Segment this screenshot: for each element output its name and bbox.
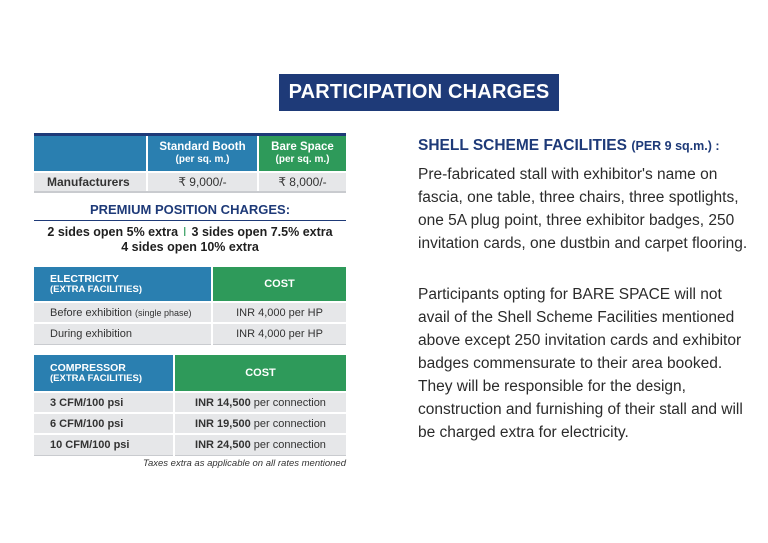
compressor-header-sub: (EXTRA FACILITIES) xyxy=(50,372,143,384)
electricity-table xyxy=(34,267,346,345)
table-row xyxy=(34,392,346,413)
shell-scheme-heading xyxy=(418,137,748,155)
bare-space-header xyxy=(258,135,346,172)
cost-amount: INR 4,000 xyxy=(236,327,286,340)
taxes-footnote: Taxes extra as applicable on all rates mentioned xyxy=(143,458,346,469)
table-row xyxy=(34,413,346,434)
table-row xyxy=(34,172,346,192)
cost-unit: per HP xyxy=(288,327,323,340)
page-title: PARTICIPATION CHARGES xyxy=(279,74,559,111)
compressor-row-label: 3 CFM/100 psi xyxy=(34,392,174,413)
table-row xyxy=(34,323,346,344)
cost-unit: per connection xyxy=(253,396,326,409)
booth-header-empty-cell xyxy=(34,135,147,172)
electricity-row-label xyxy=(34,302,212,323)
compressor-row-cost xyxy=(174,413,346,434)
before-exhibition-label: Before exhibition xyxy=(50,306,132,319)
table-row xyxy=(34,434,346,455)
during-exhibition-label: During exhibition xyxy=(50,327,132,340)
standard-booth-header xyxy=(147,135,258,172)
premium-two-sides: 2 sides open 5% extra xyxy=(47,225,179,239)
compressor-cost-header: COST xyxy=(174,355,346,392)
compressor-table-header xyxy=(34,355,346,392)
electricity-table-header xyxy=(34,267,346,302)
bare-space-label: Bare Space xyxy=(271,141,334,154)
cost-unit: per HP xyxy=(288,306,323,319)
premium-four-sides: 4 sides open 10% extra xyxy=(121,240,259,254)
compressor-row-label: 6 CFM/100 psi xyxy=(34,413,174,434)
premium-separator: I xyxy=(183,225,187,239)
electricity-row-label xyxy=(34,323,212,344)
compressor-table xyxy=(34,355,346,456)
shell-scheme-title: SHELL SCHEME FACILITIES xyxy=(418,137,627,154)
cost-unit: per connection xyxy=(253,417,326,430)
manufacturers-label: Manufacturers xyxy=(34,172,147,192)
cost-amount: INR 19,500 xyxy=(195,417,251,430)
compressor-header-label: COMPRESSOR xyxy=(50,361,126,374)
electricity-header xyxy=(34,267,212,302)
premium-three-sides: 3 sides open 7.5% extra xyxy=(191,225,333,239)
premium-position-title: PREMIUM POSITION CHARGES: xyxy=(34,202,346,221)
compressor-header xyxy=(34,355,174,392)
electricity-row-cost xyxy=(212,302,346,323)
shell-scheme-description: Pre-fabricated stall with exhibitor's name on fascia, one table, three chairs, three spotlights, one 5A plug point, three exhibitor badges, 250 invitation cards, one dustbin and carpet flooring. xyxy=(418,166,748,252)
bare-space-note: Participants opting for BARE SPACE will not avail of the Shell Scheme Facilities mentioned above except 250 invitation cards and exhibitor badges commensurate to their area booked. They will be responsible for the design, construction and furnishing of their stall and will be charged extra for electricity. xyxy=(418,286,743,441)
compressor-row-cost xyxy=(174,434,346,455)
electricity-header-sub: (EXTRA FACILITIES) xyxy=(50,283,143,295)
single-phase-note: (single phase) xyxy=(135,307,192,318)
booth-table-header xyxy=(34,135,346,172)
booth-pricing-table xyxy=(34,133,346,193)
cost-unit: per connection xyxy=(253,438,326,451)
bare-space-price: ₹ 8,000/- xyxy=(258,172,346,192)
electricity-cost-header: COST xyxy=(212,267,346,302)
electricity-row-cost xyxy=(212,323,346,344)
cost-amount: INR 24,500 xyxy=(195,438,251,451)
cost-amount: INR 14,500 xyxy=(195,396,251,409)
cost-amount: INR 4,000 xyxy=(236,306,286,319)
bare-space-unit: (per sq. m.) xyxy=(275,154,330,166)
compressor-row-label: 10 CFM/100 psi xyxy=(34,434,174,455)
compressor-row-cost xyxy=(174,392,346,413)
table-row xyxy=(34,302,346,323)
shell-scheme-unit: (PER 9 sq.m.) : xyxy=(631,139,720,153)
premium-line-1 xyxy=(14,225,366,239)
standard-booth-price: ₹ 9,000/- xyxy=(147,172,258,192)
electricity-header-label: ELECTRICITY xyxy=(50,272,119,285)
standard-booth-unit: (per sq. m.) xyxy=(175,154,230,166)
standard-booth-label: Standard Booth xyxy=(159,141,246,154)
